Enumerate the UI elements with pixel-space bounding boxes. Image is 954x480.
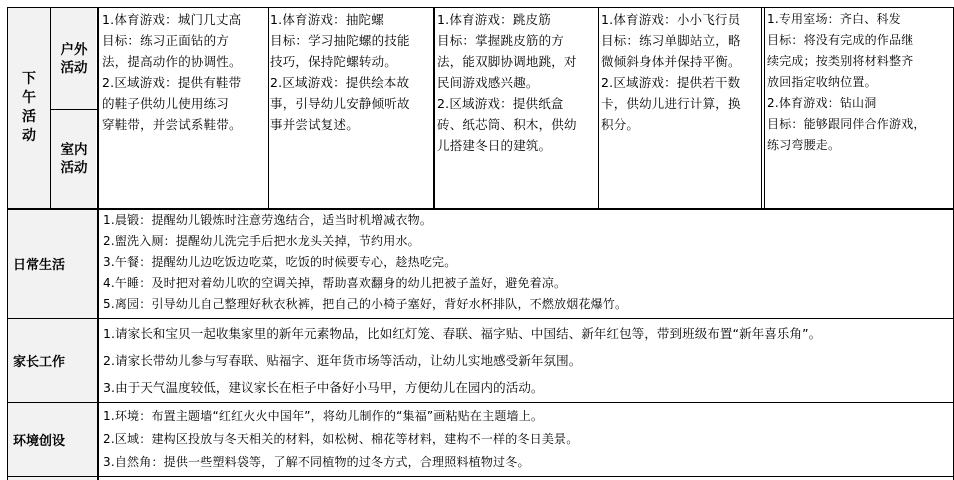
afternoon-col-4: 1.体育游戏：小小飞行员 目标：练习单脚站立，略 微倾斜身体并保持平衡。 2.区域游戏：提供若干数 卡，供幼儿进行计算，换 积分。 xyxy=(601,12,741,132)
environment-item: 2.区域：建构区投放与冬天相关的材料，如松树、棉花等材料，建构不一样的冬日美景。 xyxy=(103,432,579,446)
afternoon-col-3: 1.体育游戏：跳皮筋 目标：掌握跳皮筋的方 法，能双脚协调地跳，对 民间游戏感兴趣。 2.区域游戏：提供纸盒 砖、纸芯筒、积木，供幼 儿搭建冬日的建筑。 xyxy=(437,12,577,153)
divider-h-afternoon xyxy=(7,208,954,210)
divider-v-col3 xyxy=(598,7,599,208)
divider-h-env xyxy=(7,476,954,477)
divider-h-daily xyxy=(7,318,954,319)
environment-item: 1.环境：布置主题墙“红红火火中国年”，将幼儿制作的“集福”画粘贴在主题墙上。 xyxy=(103,409,544,423)
parent-work-item: 1.请家长和宝贝一起收集家里的新年元素物品，比如红灯笼、春联、福字贴、中国结、新年红包等，带到班级布置“新年喜乐角”。 xyxy=(103,326,822,341)
parent-work-item: 3.由于天气温度较低，建议家长在柜子中备好小马甲，方便幼儿在园内的活动。 xyxy=(103,380,544,395)
outdoor-activity-label: 户外 活动 xyxy=(60,41,88,76)
environment-item: 3.自然角：提供一些塑料袋等，了解不同植物的过冬方式，合理照料植物过冬。 xyxy=(103,455,530,469)
environment-label: 环境创设 xyxy=(13,433,66,449)
daily-life-item: 4.午睡：及时把对着幼儿吹的空调关掉，帮助喜欢翻身的幼儿把被子盖好，避免着凉。 xyxy=(103,276,567,290)
daily-life-item: 3.午餐：提醒幼儿边吃饭边吃菜，吃饭的时候要专心，趁热吃完。 xyxy=(103,255,457,269)
afternoon-col-2: 1.体育游戏：抽陀螺 目标：学习抽陀螺的技能 技巧，保持陀螺转动。 2.区域游戏：提供绘本故 事，引导幼儿安静倾听故 事并尝试复述。 xyxy=(270,12,410,132)
divider-v-label xyxy=(97,7,99,480)
border-top xyxy=(7,7,954,8)
divider-h-outdoor-indoor xyxy=(50,109,98,110)
parent-work-label: 家长工作 xyxy=(13,354,66,370)
parent-work-items xyxy=(103,320,953,402)
afternoon-col-1: 1.体育游戏：城门几丈高 目标：练习正面钻的方 法，提高动作的协调性。 2.区域游戏：提供有鞋带 的鞋子供幼儿使用练习 穿鞋带，并尝试系鞋带。 xyxy=(102,12,242,132)
divider-v-col4 xyxy=(764,7,765,208)
divider-v-col1 xyxy=(268,7,269,208)
afternoon-section-label: 下 午 活 动 xyxy=(22,71,36,144)
divider-v-col2 xyxy=(433,7,435,208)
border-left xyxy=(7,7,8,480)
afternoon-col-5: 1.专用室场：齐白、科发 目标：将没有完成的作品继 续完成；按类别将材料整齐 放回指定收纳位置。 2.体育游戏：钻山洞 目标：能够跟同伴合作游戏， 练习弯腰走。 xyxy=(767,12,926,152)
divider-v-section xyxy=(50,7,51,208)
environment-items xyxy=(103,405,953,477)
daily-life-items xyxy=(103,210,953,318)
daily-life-item: 5.离园：引导幼儿自己整理好秋衣秋裤，把自己的小椅子塞好，背好水杯排队，不燃放烟花爆竹。 xyxy=(103,297,628,311)
divider-h-parent xyxy=(7,402,954,403)
daily-life-item: 2.盥洗入厕：提醒幼儿洗完手后把水龙头关掉，节约用水。 xyxy=(103,234,420,248)
parent-work-item: 2.请家长带幼儿参与写春联、贴福字、逛年货市场等活动，让幼儿实地感受新年氛围。 xyxy=(103,353,582,368)
divider-v-col5 xyxy=(761,7,762,208)
daily-life-item: 1.晨锻：提醒幼儿锻炼时注意劳逸结合，适当时机增减衣物。 xyxy=(103,213,433,227)
daily-life-label: 日常生活 xyxy=(13,257,66,273)
indoor-activity-label: 室内 活动 xyxy=(60,141,88,176)
